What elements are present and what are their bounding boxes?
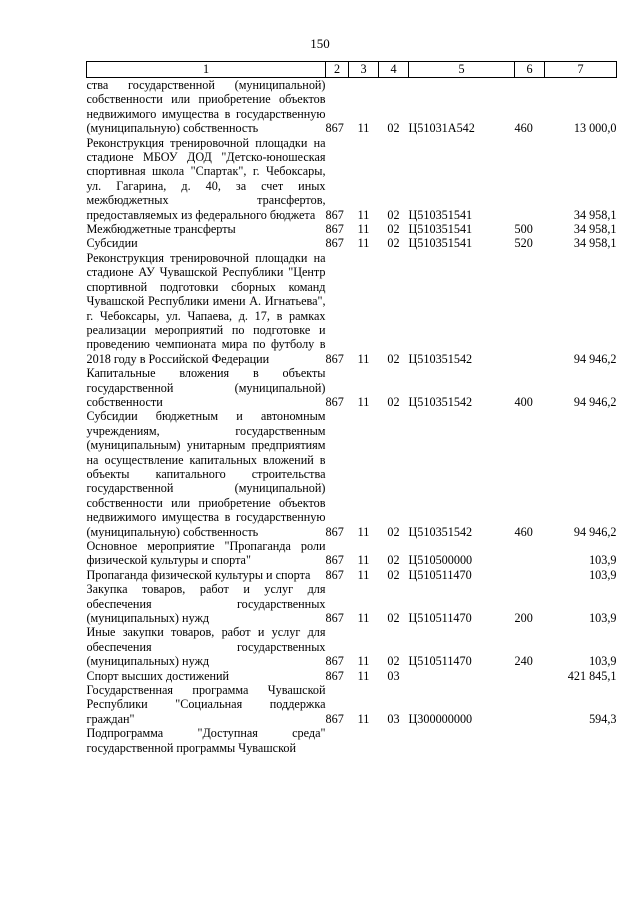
column-header: 4 xyxy=(379,62,409,78)
amount: 34 958,1 xyxy=(573,207,617,222)
table-row xyxy=(87,726,617,755)
section-code: 11 xyxy=(357,524,370,539)
row-name: Иные закупки товаров, работ и услуг для обеспечения государственных (муниципальных) нужд xyxy=(86,625,326,669)
target-article-code: Ц510511470 xyxy=(408,567,472,582)
row-name: Субсидии xyxy=(86,236,138,251)
subsection-code xyxy=(379,726,409,755)
expense-type-code: 460 xyxy=(514,524,533,539)
subsection-code: 02 xyxy=(387,524,400,539)
section-code: 11 xyxy=(357,351,370,366)
table-row xyxy=(87,539,617,568)
target-article-code: Ц510511470 xyxy=(408,654,472,669)
target-article-code: Ц510511470 xyxy=(408,611,472,626)
target-article-code: Ц510351541 xyxy=(408,236,473,251)
row-name: Основное мероприятие "Пропаганда роли физической культуры и спорта" xyxy=(86,539,326,568)
target-article-code: Ц510351541 xyxy=(408,222,473,237)
subsection-code: 02 xyxy=(387,121,400,136)
row-name: Реконструкция тренировочной площадки на стадионе АУ Чувашской Республики "Центр спортивной подготовки сборных команд Чувашской Республики имени А. Игнатьева", г. Чебоксары, ул. Чапаева, д. 17, в рамках реализации мероприятий по подготовке и проведению чемпионата мира по футболу в 2018 году в Российской Федерации xyxy=(86,250,326,366)
subsection-code: 02 xyxy=(387,567,400,582)
amount: 421 845,1 xyxy=(567,668,617,683)
target-article-code: Ц510351541 xyxy=(408,207,473,222)
column-header: 3 xyxy=(349,62,379,78)
subsection-code: 03 xyxy=(387,711,400,726)
subsection-code: 02 xyxy=(387,654,400,669)
section-code: 11 xyxy=(357,394,370,409)
table-row xyxy=(87,409,617,539)
subsection-code: 02 xyxy=(387,394,400,409)
subsection-code: 02 xyxy=(387,236,400,251)
ministry-code: 867 xyxy=(325,351,344,366)
row-name: Подпрограмма "Доступная среда" государственной программы Чувашской xyxy=(86,726,326,755)
subsection-code: 03 xyxy=(387,668,400,683)
target-article-code xyxy=(409,726,515,755)
row-name: Капитальные вложения в объекты государственной (муниципальной) собственности xyxy=(86,366,326,409)
table-row xyxy=(87,222,617,236)
amount: 34 958,1 xyxy=(573,236,617,251)
budget-table xyxy=(86,61,617,755)
target-article-code: Ц51031А542 xyxy=(408,121,475,136)
amount: 103,9 xyxy=(589,654,617,669)
page-number: 150 xyxy=(310,36,330,51)
column-number-header xyxy=(87,62,617,78)
amount: 103,9 xyxy=(589,553,617,568)
row-name: Пропаганда физической культуры и спорта xyxy=(86,567,311,582)
ministry-code: 867 xyxy=(325,567,344,582)
amount: 94 946,2 xyxy=(573,394,617,409)
expense-type-code xyxy=(515,726,545,755)
row-name: Закупка товаров, работ и услуг для обеспечения государственных (муниципальных) нужд xyxy=(86,582,326,626)
section-code: 11 xyxy=(357,711,370,726)
subsection-code: 02 xyxy=(387,222,400,237)
expense-type-code: 520 xyxy=(514,236,533,251)
amount: 594,3 xyxy=(589,711,617,726)
expense-type-code: 240 xyxy=(514,654,533,669)
target-article-code: Ц510351542 xyxy=(408,524,473,539)
expense-type-code xyxy=(515,568,545,582)
expense-type-code: 200 xyxy=(514,611,533,626)
table-row xyxy=(87,136,617,222)
table-row xyxy=(87,582,617,625)
target-article-code: Ц300000000 xyxy=(408,711,473,726)
section-code: 11 xyxy=(357,567,370,582)
ministry-code: 867 xyxy=(325,524,344,539)
subsection-code: 02 xyxy=(387,207,400,222)
section-code: 11 xyxy=(357,222,370,237)
row-name: Реконструкция тренировочной площадки на стадионе МБОУ ДОД "Детско-юношеская спортивная школа "Спартак", г. Чебоксары, ул. Гагарина, д. 40, за счет иных межбюджетных трансфертов, предоставляемых из федерального бюджета xyxy=(86,135,326,222)
section-code: 11 xyxy=(357,236,370,251)
amount: 94 946,2 xyxy=(573,524,617,539)
column-header: 1 xyxy=(87,62,326,78)
section-code: 11 xyxy=(357,207,370,222)
expense-type-code: 400 xyxy=(514,394,533,409)
ministry-code: 867 xyxy=(325,611,344,626)
table-row xyxy=(87,78,617,136)
expense-type-code xyxy=(515,539,545,568)
amount xyxy=(545,726,617,755)
ministry-code xyxy=(326,726,349,755)
subsection-code: 02 xyxy=(387,351,400,366)
expense-type-code: 500 xyxy=(514,222,533,237)
table-row xyxy=(87,625,617,668)
row-name: Субсидии бюджетным и автономным учреждениям, государственным (муниципальным) унитарным предприятиям на осуществление капитальных вложений в объекты капитального строительства государственной (муниципальной) собственности или приобретение объектов недвижимого имущества в государственную (муниципальную) собственность xyxy=(86,409,326,539)
ministry-code: 867 xyxy=(325,654,344,669)
table-row xyxy=(87,366,617,409)
column-header: 7 xyxy=(545,62,617,78)
expense-type-code xyxy=(515,136,545,222)
table-row xyxy=(87,236,617,250)
expense-type-code xyxy=(515,251,545,366)
section-code: 11 xyxy=(357,553,370,568)
target-article-code: Ц510500000 xyxy=(408,553,473,568)
ministry-code: 867 xyxy=(325,553,344,568)
column-header: 2 xyxy=(326,62,349,78)
table-row xyxy=(87,568,617,582)
row-name: ства государственной (муниципальной) собственности или приобретение объектов недвижимого имущества в государственную (муниципальную) собственность xyxy=(86,78,326,136)
target-article-code: Ц510351542 xyxy=(408,394,473,409)
row-name: Спорт высших достижений xyxy=(86,668,230,683)
target-article-code xyxy=(409,669,515,683)
amount: 13 000,0 xyxy=(573,121,617,136)
ministry-code: 867 xyxy=(325,207,344,222)
section-code xyxy=(349,726,379,755)
amount: 103,9 xyxy=(589,611,617,626)
amount: 94 946,2 xyxy=(573,351,617,366)
ministry-code: 867 xyxy=(325,222,344,237)
table-row xyxy=(87,669,617,683)
section-code: 11 xyxy=(357,654,370,669)
ministry-code: 867 xyxy=(325,668,344,683)
amount: 103,9 xyxy=(589,567,617,582)
ministry-code: 867 xyxy=(325,394,344,409)
expense-type-code xyxy=(515,669,545,683)
row-name: Межбюджетные трансферты xyxy=(86,222,236,237)
expense-type-code xyxy=(515,683,545,726)
row-name: Государственная программа Чувашской Республики "Социальная поддержка граждан" xyxy=(86,683,326,726)
ministry-code: 867 xyxy=(325,236,344,251)
amount: 34 958,1 xyxy=(573,222,617,237)
section-code: 11 xyxy=(357,611,370,626)
column-header: 5 xyxy=(409,62,515,78)
ministry-code: 867 xyxy=(325,121,344,136)
table-row xyxy=(87,251,617,366)
ministry-code: 867 xyxy=(325,711,344,726)
subsection-code: 02 xyxy=(387,553,400,568)
section-code: 11 xyxy=(357,121,370,136)
expense-type-code: 460 xyxy=(514,121,533,136)
section-code: 11 xyxy=(357,668,370,683)
column-header: 6 xyxy=(515,62,545,78)
table-row xyxy=(87,683,617,726)
target-article-code: Ц510351542 xyxy=(408,351,473,366)
subsection-code: 02 xyxy=(387,611,400,626)
